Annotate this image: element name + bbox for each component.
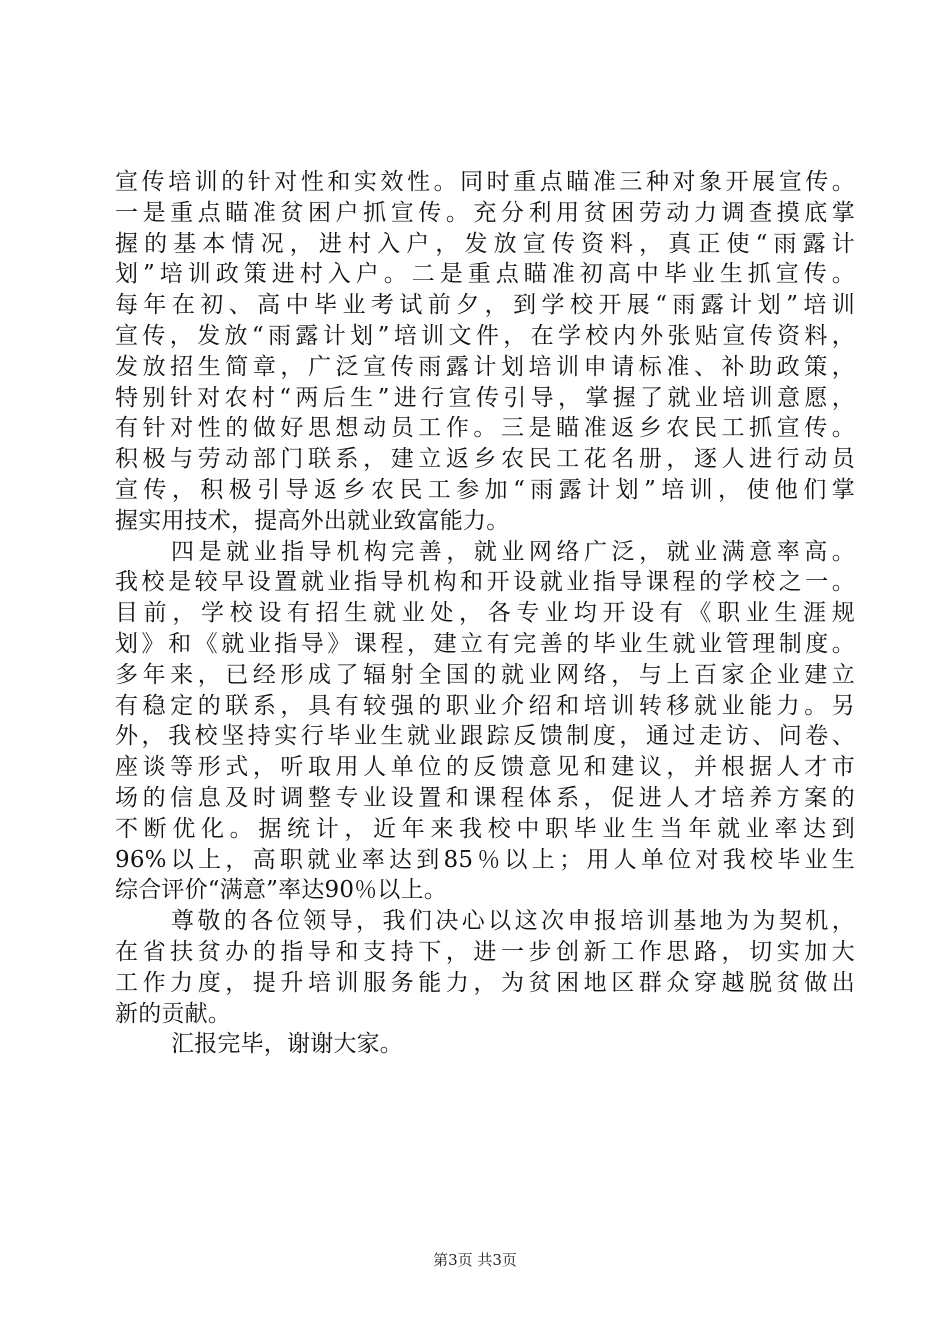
text-line: 一是重点瞄准贫困户抓宣传。充分利用贫困劳动力调查摸底掌 <box>115 199 855 226</box>
text-line: 划》和《就业指导》课程，建立有完善的毕业生就业管理制度。 <box>115 630 855 657</box>
text-line: 每年在初、高中毕业考试前夕，到学校开展“雨露计划”培训 <box>115 292 855 319</box>
text-line: 握的基本情况，进村入户，发放宣传资料，真正使“雨露计 <box>115 230 855 257</box>
text-line: 我校是较早设置就业指导机构和开设就业指导课程的学校之一。 <box>115 569 855 596</box>
text-line: 场的信息及时调整专业设置和课程体系，促进人才培养方案的 <box>115 784 855 811</box>
body-text <box>115 167 855 1060</box>
text-line: 积极与劳动部门联系，建立返乡农民工花名册，逐人进行动员 <box>115 446 855 473</box>
text-line: 座谈等形式，听取用人单位的反馈意见和建议，并根据人才市 <box>115 754 855 781</box>
text-line: 划”培训政策进村入户。二是重点瞄准初高中毕业生抓宣传。 <box>115 261 855 288</box>
text-line: 不断优化。据统计，近年来我校中职毕业生当年就业率达到 <box>115 815 855 842</box>
text-line: 工作力度，提升培训服务能力，为贫困地区群众穿越脱贫做出 <box>115 969 855 996</box>
text-line: 新的贡献。 <box>115 1000 231 1027</box>
text-line: 尊敬的各位领导，我们决心以这次申报培训基地为为契机， <box>171 908 855 935</box>
text-line: 有稳定的联系，具有较强的职业介绍和培训转移就业能力。另 <box>115 692 855 719</box>
text-line: 宣传，积极引导返乡农民工参加“雨露计划”培训，使他们掌 <box>115 476 855 503</box>
text-line: 综合评价“满意”率达90％以上。 <box>115 877 447 904</box>
page-number-footer: 第3页 共3页 <box>433 1251 517 1269</box>
text-line: 多年来，已经形成了辐射全国的就业网络，与上百家企业建立 <box>115 661 855 688</box>
text-line: 在省扶贫办的指导和支持下，进一步创新工作思路，切实加大 <box>115 938 855 965</box>
text-line: 宣传，发放“雨露计划”培训文件，在学校内外张贴宣传资料， <box>115 322 855 349</box>
text-line: 宣传培训的针对性和实效性。同时重点瞄准三种对象开展宣传。 <box>115 169 855 195</box>
text-line: 汇报完毕，谢谢大家。 <box>171 1031 403 1058</box>
text-line: 目前，学校设有招生就业处，各专业均开设有《职业生涯规 <box>115 600 855 627</box>
text-line: 发放招生简章，广泛宣传雨露计划培训申请标准、补助政策， <box>115 353 855 380</box>
text-line: 96%以上，高职就业率达到85％以上；用人单位对我校毕业生 <box>115 846 855 873</box>
text-line: 特别针对农村“两后生”进行宣传引导，掌握了就业培训意愿， <box>115 384 855 411</box>
text-line: 四是就业指导机构完善，就业网络广泛，就业满意率高。 <box>171 538 855 565</box>
text-line: 有针对性的做好思想动员工作。三是瞄准返乡农民工抓宣传。 <box>115 415 855 442</box>
text-line: 外，我校坚持实行毕业生就业跟踪反馈制度，通过走访、问卷、 <box>115 723 855 750</box>
text-line: 握实用技术，提高外出就业致富能力。 <box>115 507 510 534</box>
